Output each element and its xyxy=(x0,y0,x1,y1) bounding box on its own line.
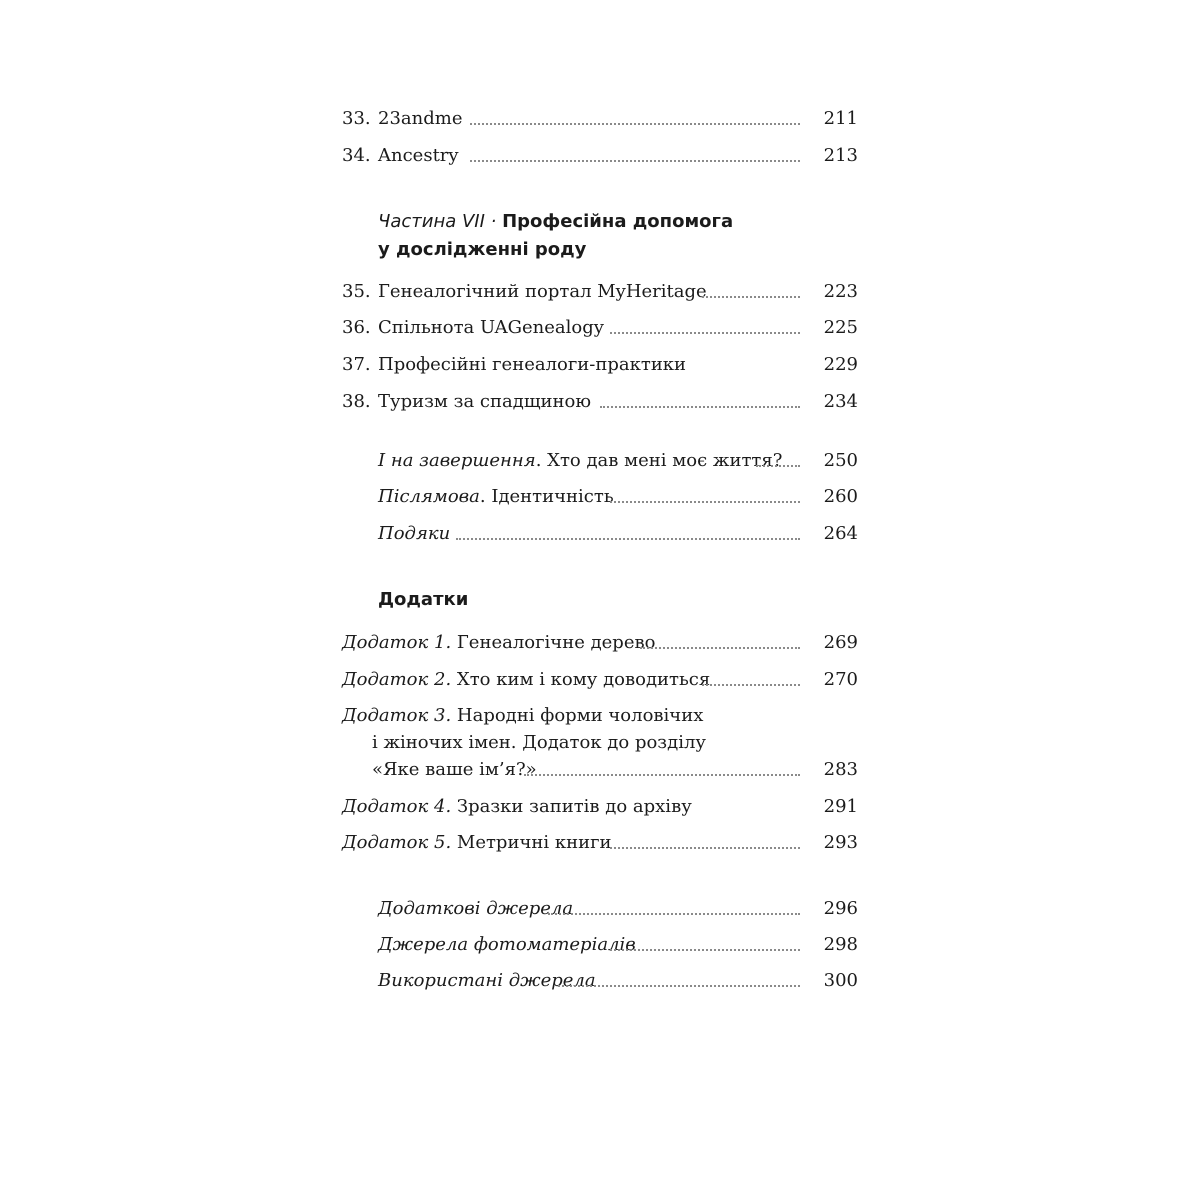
toc-entry xyxy=(342,832,858,854)
part-title-line1: Професійна допомога xyxy=(502,211,734,232)
leader-dots xyxy=(610,847,800,849)
chapter-number: 33. xyxy=(342,108,371,129)
toc-entry xyxy=(378,898,858,920)
page-number: 283 xyxy=(823,759,858,780)
part-label: Частина VII xyxy=(378,211,485,232)
part-separator: · xyxy=(484,211,503,232)
appendix-title: Зразки запитів до архіву xyxy=(451,796,692,817)
page-number: 229 xyxy=(823,354,858,375)
leader-dots xyxy=(756,465,800,467)
toc-entry xyxy=(342,669,858,691)
leader-dots xyxy=(524,774,800,776)
leader-dots xyxy=(640,647,800,649)
toc-entry xyxy=(342,796,858,818)
page-number: 298 xyxy=(823,934,858,955)
chapter-title: Професійні генеалоги-практики xyxy=(378,354,687,375)
part-heading xyxy=(378,208,733,236)
section-title: . Хто дав мені моє життя? xyxy=(535,450,783,471)
appendix-title: Метричні книги xyxy=(451,832,612,853)
section-label: Післямова xyxy=(378,486,480,507)
appendix-label: Додаток 5. xyxy=(342,832,452,853)
appendix-label: Додаток 1. xyxy=(342,632,452,653)
leader-dots xyxy=(548,913,800,915)
page-number: 296 xyxy=(823,898,858,919)
section-label: І на завершення xyxy=(378,450,536,471)
section-label: Подяки xyxy=(378,523,451,544)
appendix-title: Генеалогічне дерево xyxy=(451,632,656,653)
appendix-title: Хто ким і кому доводиться xyxy=(451,669,711,690)
toc-entry xyxy=(342,354,858,376)
appendix-label: Додаток 2. xyxy=(342,669,452,690)
leader-dots xyxy=(702,684,800,686)
leader-dots xyxy=(702,296,800,298)
page-number: 223 xyxy=(823,281,858,302)
toc-entry xyxy=(342,108,858,130)
toc-entry xyxy=(378,450,858,472)
chapter-title: Ancestry xyxy=(378,145,459,166)
chapter-number: 36. xyxy=(342,317,371,338)
toc-entry xyxy=(342,317,858,339)
leader-dots xyxy=(600,406,800,408)
toc-entry xyxy=(378,970,858,992)
toc-entry xyxy=(378,523,858,545)
appendix-heading-text: Додатки xyxy=(378,589,469,610)
chapter-number: 34. xyxy=(342,145,371,166)
chapter-number: 35. xyxy=(342,281,371,302)
part-title-line2: у дослідженні роду xyxy=(378,239,587,260)
leader-dots xyxy=(470,123,800,125)
section-title: . Ідентичність xyxy=(479,486,614,507)
toc-entry xyxy=(342,705,858,727)
toc-entry xyxy=(342,145,858,167)
toc-entry xyxy=(378,934,858,956)
leader-dots xyxy=(558,985,800,987)
section-label: Додаткові джерела xyxy=(378,898,574,919)
page-number: 269 xyxy=(823,632,858,653)
leader-dots xyxy=(610,501,800,503)
chapter-title: 23andme xyxy=(378,108,463,129)
appendix-title-continued: «Яке ваше ім’я?» xyxy=(372,759,537,780)
toc-entry xyxy=(378,486,858,508)
section-label: Джерела фотоматеріалів xyxy=(378,934,636,955)
chapter-number: 38. xyxy=(342,391,371,412)
page-number: 213 xyxy=(823,145,858,166)
appendix-label: Додаток 3. xyxy=(342,705,452,726)
chapter-title: Туризм за спадщиною xyxy=(378,391,592,412)
part-heading-line2 xyxy=(378,236,586,264)
page-number: 264 xyxy=(823,523,858,544)
appendix-title-continued: і жіночих імен. Додаток до розділу xyxy=(372,732,706,753)
appendix-title: Народні форми чоловічих xyxy=(451,705,704,726)
toc-entry xyxy=(342,391,858,413)
toc-entry xyxy=(342,281,858,303)
leader-dots xyxy=(456,538,800,540)
appendix-heading xyxy=(378,586,468,614)
page-number: 293 xyxy=(823,832,858,853)
chapter-title: Спільнота UAGenealogy xyxy=(378,317,604,338)
page-number: 211 xyxy=(823,108,858,129)
page-number: 225 xyxy=(823,317,858,338)
chapter-number: 37. xyxy=(342,354,371,375)
page-number: 260 xyxy=(823,486,858,507)
page-number: 234 xyxy=(823,391,858,412)
leader-dots xyxy=(470,160,800,162)
section-label: Використані джерела xyxy=(378,970,596,991)
page-number: 291 xyxy=(823,796,858,817)
page-number: 300 xyxy=(823,970,858,991)
toc-entry xyxy=(342,632,858,654)
leader-dots xyxy=(610,949,800,951)
toc-entry-continued xyxy=(372,759,858,781)
page-number: 270 xyxy=(823,669,858,690)
chapter-title: Генеалогічний портал MyHeritage xyxy=(378,281,707,302)
leader-dots xyxy=(610,332,800,334)
appendix-label: Додаток 4. xyxy=(342,796,452,817)
page-number: 250 xyxy=(823,450,858,471)
